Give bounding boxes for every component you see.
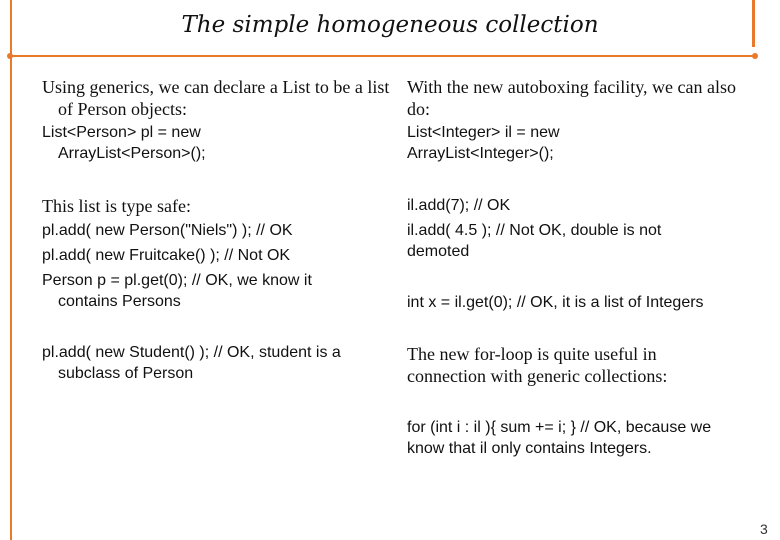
slide-title: The simple homogeneous collection xyxy=(181,12,599,38)
left-add-fruitcake-line: pl.add( new Fruitcake() ); // Not OK xyxy=(42,247,291,264)
right-for-loop-code: for (int i : il ){ sum += i; } // OK, because we know that il only contains Integers. xyxy=(407,419,712,457)
right-column xyxy=(407,76,752,459)
right-add-double-line: il.add( 4.5 ); // Not OK, double is not demoted xyxy=(407,222,662,260)
right-for-loop-text: The new for-loop is quite useful in connection with generic collections: xyxy=(407,344,668,386)
right-autoboxing-text: With the new autoboxing facility, we can also do: xyxy=(407,77,737,119)
left-get-person-line: Person p = pl.get(0); // OK, we know it contains Persons xyxy=(42,272,312,310)
frame-left-line xyxy=(10,0,12,540)
left-column xyxy=(42,76,397,384)
left-add-student-line: pl.add( new Student() ); // OK, student is a subclass of Person xyxy=(42,344,341,382)
right-add-int-line: il.add(7); // OK xyxy=(407,197,511,214)
left-list-declaration: List<Person> pl = new ArrayList<Person>(); xyxy=(42,124,206,162)
page-number: 3 xyxy=(760,521,768,537)
right-list-declaration: List<Integer> il = new ArrayList<Integer>(); xyxy=(407,124,560,162)
right-get-int-line: int x = il.get(0); // OK, it is a list of Integers xyxy=(407,294,704,311)
left-type-safe-text: This list is type safe: xyxy=(42,196,191,216)
left-add-person-line: pl.add( new Person("Niels") ); // OK xyxy=(42,222,293,239)
title-divider-line xyxy=(10,55,755,57)
left-intro-text: Using generics, we can declare a List to be a list of Person objects: xyxy=(42,77,390,119)
